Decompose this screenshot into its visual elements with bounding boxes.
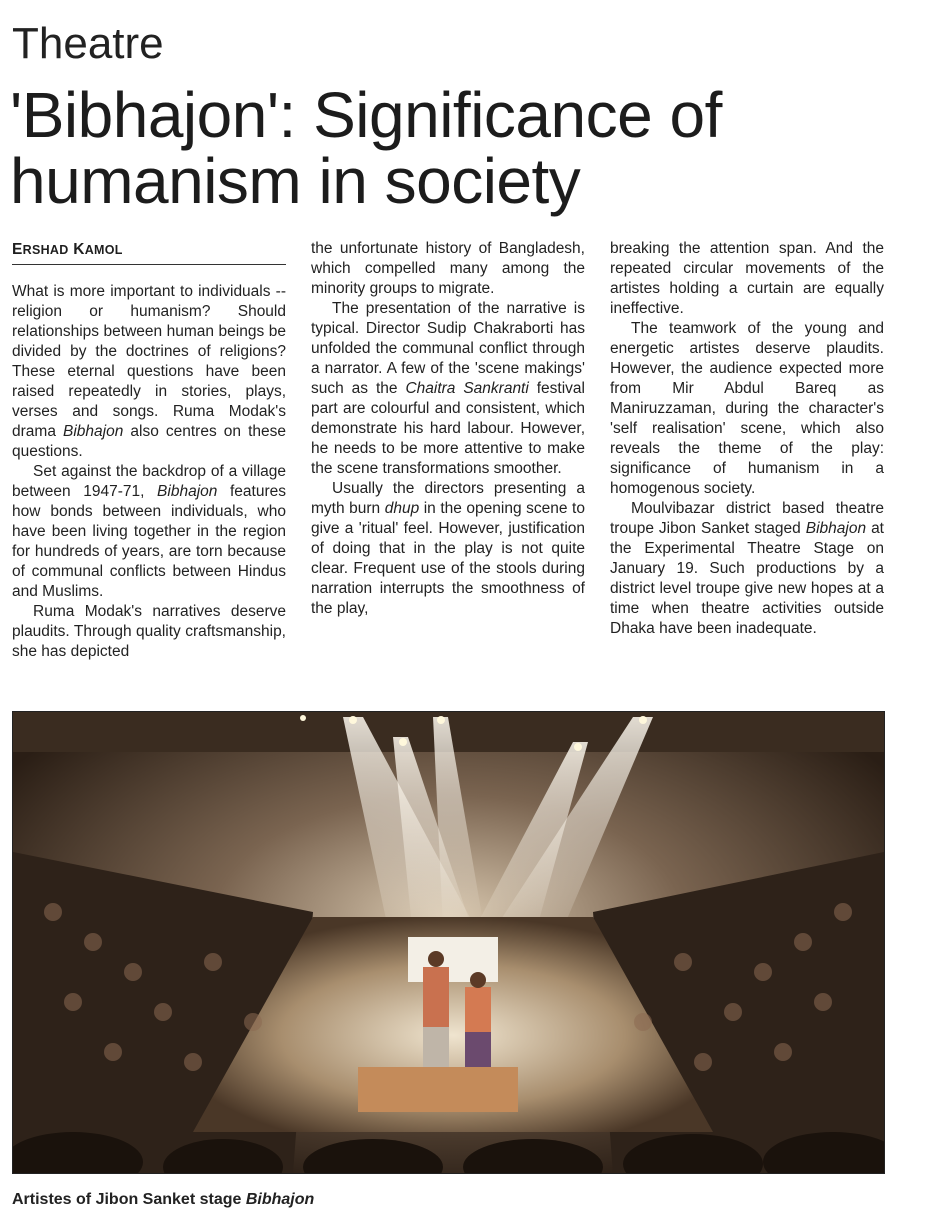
italic-run: Bibhajon bbox=[157, 483, 218, 500]
italic-run: Bibhajon bbox=[805, 520, 867, 537]
byline-last-initial: K bbox=[73, 241, 85, 258]
paragraph: The teamwork of the young and energetic artistes deserve plaudits. However, the audience expected more from Mir Abdul Bareq as Maniruzzaman, during the character's 'self realisation' scene, which also reveals the theme of the play: significance of humanism in a homogenous society. bbox=[610, 320, 884, 497]
italic-run: dhup bbox=[384, 500, 420, 517]
caption-italic: Bibhajon bbox=[245, 1191, 315, 1208]
text-run: in the opening scene to give a 'ritual' feel. However, justification of doing that in the play is not quite clear. Frequent use of the stools during narration interrupts the smoothness of the play, bbox=[311, 500, 585, 617]
stage-photo bbox=[12, 711, 885, 1174]
article-column-2 bbox=[311, 239, 585, 619]
byline bbox=[12, 241, 286, 265]
stage-photo-illustration bbox=[13, 712, 884, 1173]
byline-last-rest: AMOL bbox=[84, 243, 123, 257]
headline bbox=[10, 79, 910, 217]
paragraph bbox=[311, 479, 585, 619]
text-run: at the Experimental Theatre Stage on January 19. Such productions by a district level troupe give new hopes at a time when theatre activities outside Dhaka have been inadequate. bbox=[610, 520, 884, 637]
text-run: The presentation of the narrative is typical. Director Sudip Chakraborti has unfolded the communal conflict through a narrator. A few of the 'scene makings' such as the bbox=[311, 300, 585, 397]
paragraph: Ruma Modak's narratives deserve plaudits. Through quality craftsmanship, she has depicted bbox=[12, 603, 286, 660]
white-curtain bbox=[408, 937, 498, 982]
text-run: features how bonds between individuals, who have been living together in the region for hundreds of years, are torn because of communal conflicts between Hindus and Muslims. bbox=[12, 483, 287, 600]
text-run: What is more important to individuals -- religion or humanism? Should relationships between human beings be divided by the doctrines of religions? These eternal questions have been raised repeatedly in stories, plays, verses and songs. Ruma Modak's drama bbox=[12, 283, 286, 440]
stage-platform bbox=[358, 1067, 518, 1112]
caption-text: Artistes of Jibon Sanket stage bbox=[12, 1191, 246, 1208]
paragraph: breaking the attention span. And the repeated circular movements of the artistes holding a curtain are equally ineffective. bbox=[610, 240, 884, 317]
byline-first-initial: E bbox=[12, 241, 23, 258]
section-label: Theatre bbox=[12, 19, 164, 68]
paragraph bbox=[12, 282, 286, 462]
headline-line-2: humanism in society bbox=[10, 145, 581, 217]
article-column-3 bbox=[610, 239, 884, 639]
italic-run: Bibhajon bbox=[63, 423, 124, 440]
text-run: also centres on these questions. bbox=[12, 423, 286, 460]
text-run: festival part are colourful and consistent, which demonstrate his hard labour. However, he needs to be more attentive to make the scene transformations smoother. bbox=[311, 380, 585, 477]
headline-line-1: 'Bibhajon': Significance of bbox=[10, 79, 722, 151]
italic-run: Chaitra Sankranti bbox=[405, 380, 529, 397]
paragraph bbox=[311, 299, 585, 479]
text-run: Moulvibazar district based theatre troupe Jibon Sanket staged bbox=[610, 500, 884, 537]
photo-caption bbox=[12, 1191, 314, 1209]
byline-first-rest: RSHAD bbox=[22, 243, 69, 257]
article-column-1 bbox=[12, 282, 286, 662]
paragraph bbox=[12, 462, 286, 602]
paragraph bbox=[610, 499, 884, 639]
text-run: Usually the directors presenting a myth burn bbox=[311, 480, 585, 517]
paragraph: the unfortunate history of Bangladesh, which compelled many among the minority groups to migrate. bbox=[311, 240, 585, 297]
text-run: Set against the backdrop of a village between 1947-71, bbox=[12, 463, 286, 500]
